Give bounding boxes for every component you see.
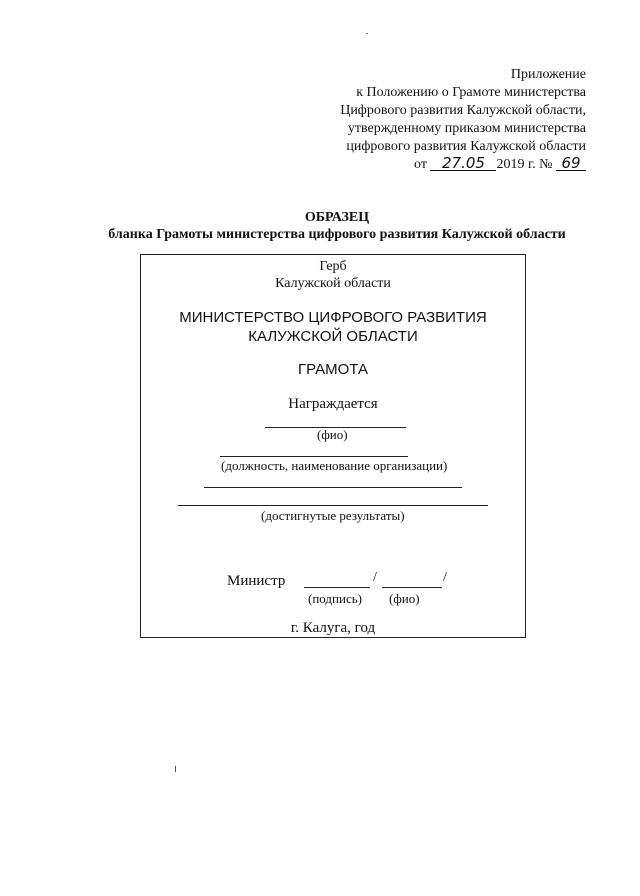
signer-fio-caption: (фио): [389, 591, 420, 606]
appendix-block: [286, 66, 586, 174]
document-heading: [0, 209, 640, 243]
slash-mark: /: [373, 570, 377, 585]
ministry-name-line1: МИНИСТЕРСТВО ЦИФРОВОГО РАЗВИТИЯ: [179, 309, 487, 326]
signer-fio-line: [382, 587, 442, 588]
position-line: [220, 456, 408, 457]
scan-speck: [175, 766, 176, 772]
signature-caption: (подпись): [308, 591, 362, 606]
position-caption: (должность, наименование организации): [221, 458, 448, 473]
appendix-line: цифрового развития Калужской области: [346, 139, 586, 154]
date-prefix: от: [414, 157, 427, 172]
year-text: 2019 г. №: [496, 157, 553, 172]
awarded-label: Награждается: [288, 396, 378, 412]
appendix-line: Приложение: [510, 67, 586, 82]
fio-caption: (фио): [317, 427, 348, 442]
appendix-line: утвержденному приказом министерства: [347, 121, 586, 136]
signature-line: [304, 587, 370, 588]
results-line-1: [204, 487, 462, 488]
results-caption: (достигнутые результаты): [261, 508, 405, 523]
place-year: г. Калуга, год: [290, 620, 376, 636]
heading-title: ОБРАЗЕЦ: [304, 210, 370, 225]
appendix-date-line: [286, 156, 586, 174]
slash-mark: /: [443, 570, 447, 585]
heading-subtitle: бланка Грамоты министерства цифрового развития Калужской области: [108, 227, 566, 242]
appendix-line: Цифрового развития Калужской области,: [340, 103, 586, 118]
results-line-2: [178, 505, 488, 506]
minister-label: Министр: [227, 573, 286, 589]
certificate-form-frame: [140, 254, 526, 638]
ministry-name-line2: КАЛУЖСКОЙ ОБЛАСТИ: [248, 328, 418, 345]
handwritten-number: 69: [556, 156, 586, 171]
appendix-line: к Положению о Грамоте министерства: [356, 85, 586, 100]
certificate-title: ГРАМОТА: [298, 361, 368, 378]
scan-speck: [366, 33, 368, 34]
coat-of-arms-region: Калужской области: [275, 276, 391, 291]
coat-of-arms-label: Герб: [319, 259, 347, 274]
handwritten-date: 27.05: [430, 156, 496, 171]
